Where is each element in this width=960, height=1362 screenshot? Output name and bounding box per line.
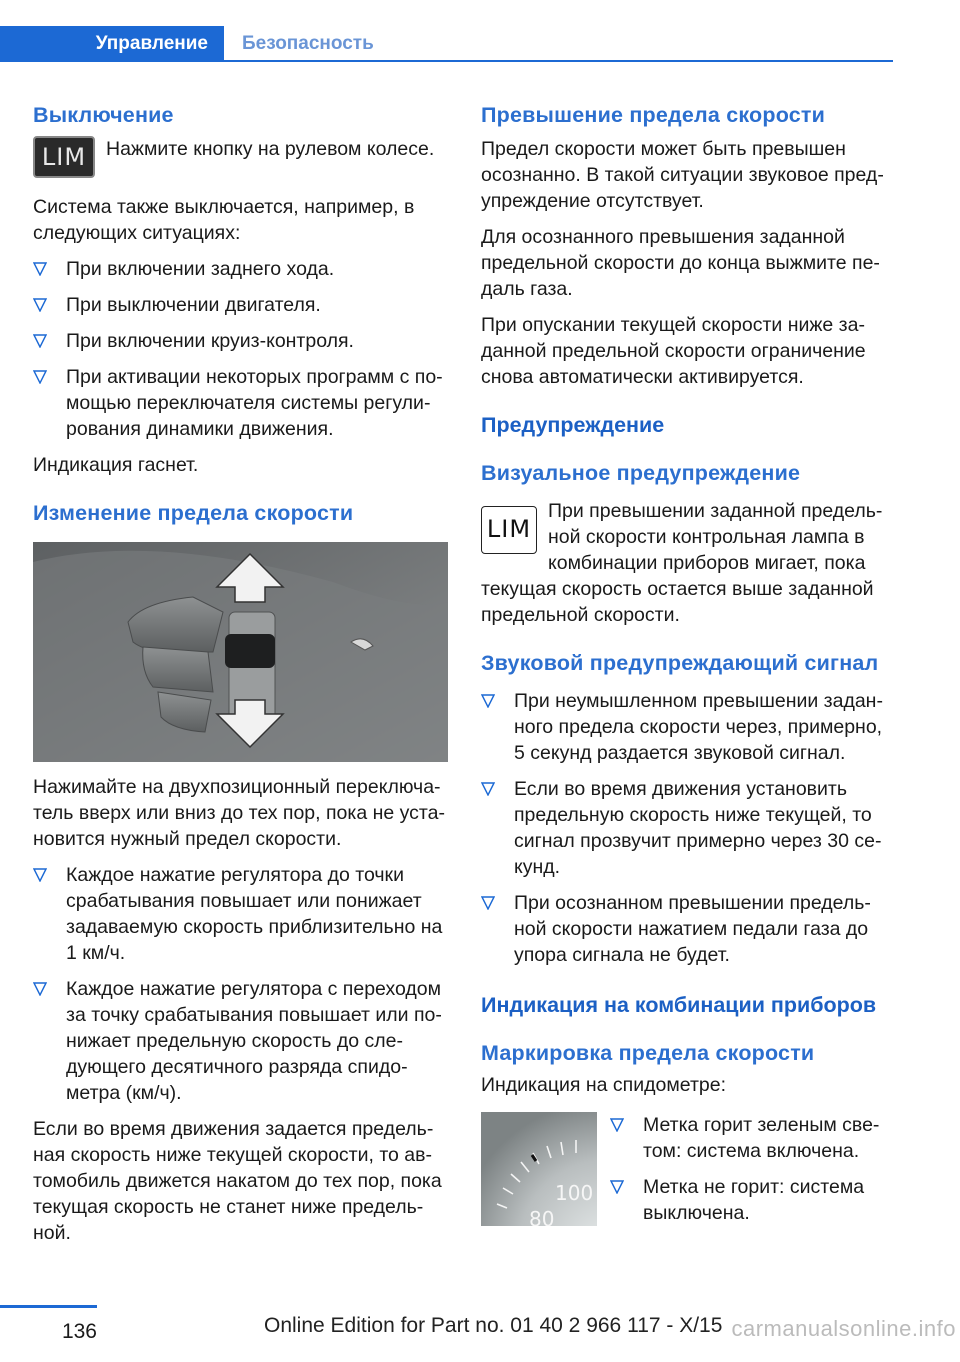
left-column <box>33 100 448 1246</box>
lim-button-icon: LIM <box>33 136 95 178</box>
heading-exceed: Превышение предела скорости <box>481 103 826 127</box>
list-item: При включении круиз-контроля. <box>33 328 448 354</box>
if-speed-text: Если во время движения задается предельная скорость ниже текущей скорости, то автомобиль движется накатом до тех пор, пока текущая скорость не станет ниже предельной. <box>33 1118 442 1244</box>
triangle-bullet-icon <box>33 370 47 384</box>
list-item: При неумышленном превышении заданного предела скорости через, примерно, 5 секунд раздается звуковой сигнал. <box>481 688 891 766</box>
exceed-paragraph-1: Предел скорости может быть превышен осознанно. В такой ситуации звуковое предупреждение отсутствует. <box>481 138 884 212</box>
tab-control[interactable]: Управление <box>0 26 224 62</box>
heading-audio: Звуковой предупреждающий сигнал <box>481 651 879 675</box>
triangle-bullet-icon <box>33 982 47 996</box>
list-item: Метка не горит: система выключена. <box>610 1174 890 1226</box>
list-item: Каждое нажатие регулятора до точки срабатывания повышает или понижает задаваемую скорость приблизительно на 1 км/ч. <box>33 862 448 966</box>
off-instruction: Нажмите кнопку на рулевом колесе. <box>106 138 435 160</box>
indicator-off-text: Индикация гаснет. <box>33 454 199 476</box>
list-item: Метка горит зеленым светом: система включена. <box>610 1112 890 1164</box>
heading-warning: Предупреждение <box>481 413 665 437</box>
lim-warning-row <box>481 498 891 576</box>
tab-safety[interactable]: Безопасность <box>242 33 374 54</box>
speedometer-graphic <box>481 1112 597 1226</box>
visual-warning-text-cont: текущая скорость остается выше заданной предельной скорости. <box>481 578 874 626</box>
triangle-bullet-icon <box>481 782 495 796</box>
watermark: carmanualsonline.info <box>731 1316 956 1341</box>
triangle-bullet-icon <box>610 1180 624 1194</box>
list-item: При активации некоторых программ с помощью переключателя системы регулирования динамики движения. <box>33 364 448 442</box>
triangle-bullet-icon <box>33 298 47 312</box>
heading-change: Изменение предела скорости <box>33 501 354 525</box>
list-item: Если во время движения установить предельную скорость ниже текущей, то сигнал прозвучит примерно через 30 секунд. <box>481 776 891 880</box>
heading-marking: Маркировка предела скорости <box>481 1041 815 1065</box>
page-number: 136 <box>0 1305 97 1344</box>
lim-indicator-icon: LIM <box>481 506 537 554</box>
steering-wheel-switch-image <box>33 542 448 762</box>
list-item: При осознанном превышении предельной скорости нажатием педали газа до упора сигнала не будет. <box>481 890 891 968</box>
triangle-bullet-icon <box>33 262 47 276</box>
heading-off: Выключение <box>33 103 174 127</box>
header-bar <box>0 26 893 62</box>
triangle-bullet-icon <box>33 868 47 882</box>
list-item: При включении заднего хода. <box>33 256 448 282</box>
list-item: При выключении двигателя. <box>33 292 448 318</box>
exceed-paragraph-2: Для осознанного превышения заданной предельной скорости до конца выжмите педаль газа. <box>481 226 880 300</box>
audio-list <box>481 688 891 968</box>
change-list <box>33 862 448 1106</box>
steering-switch-photo <box>33 542 448 762</box>
triangle-bullet-icon <box>610 1118 624 1132</box>
triangle-bullet-icon <box>33 334 47 348</box>
speedometer-image <box>481 1112 597 1226</box>
list-item: Каждое нажатие регулятора с переходом за точку срабатывания повышает или понижает предельную скорость до следующего десятичного разряда спидометра (км/ч). <box>33 976 448 1106</box>
speedo-text: Индикация на спидометре: <box>481 1074 726 1096</box>
svg-text:100: 100 <box>555 1181 594 1205</box>
marking-row <box>481 1112 891 1230</box>
right-column <box>481 100 891 1230</box>
lim-off-row <box>33 134 448 184</box>
mark-list <box>610 1112 890 1226</box>
exceed-paragraph-3: При опускании текущей скорости ниже заданной предельной скорости ограничение снова автоматически активируется. <box>481 314 866 388</box>
edition-footer: Online Edition for Part no. 01 40 2 966 117 - X/15 <box>264 1314 723 1337</box>
visual-warning-text: При превышении заданной предельной скорости контрольная лампа в комбинации приборов мигает, пока <box>548 500 883 574</box>
heading-indication: Индикация на комбинации приборов <box>481 993 877 1017</box>
system-off-text: Система также выключается, например, в следующих ситуациях: <box>33 196 415 244</box>
triangle-bullet-icon <box>481 896 495 910</box>
press-instruction: Нажимайте на двухпозиционный переключатель вверх или вниз до тех пор, пока не установится нужный предел скорости. <box>33 776 445 850</box>
heading-visual: Визуальное предупреждение <box>481 461 801 485</box>
svg-text:80: 80 <box>529 1207 555 1226</box>
off-list <box>33 256 448 442</box>
triangle-bullet-icon <box>481 694 495 708</box>
